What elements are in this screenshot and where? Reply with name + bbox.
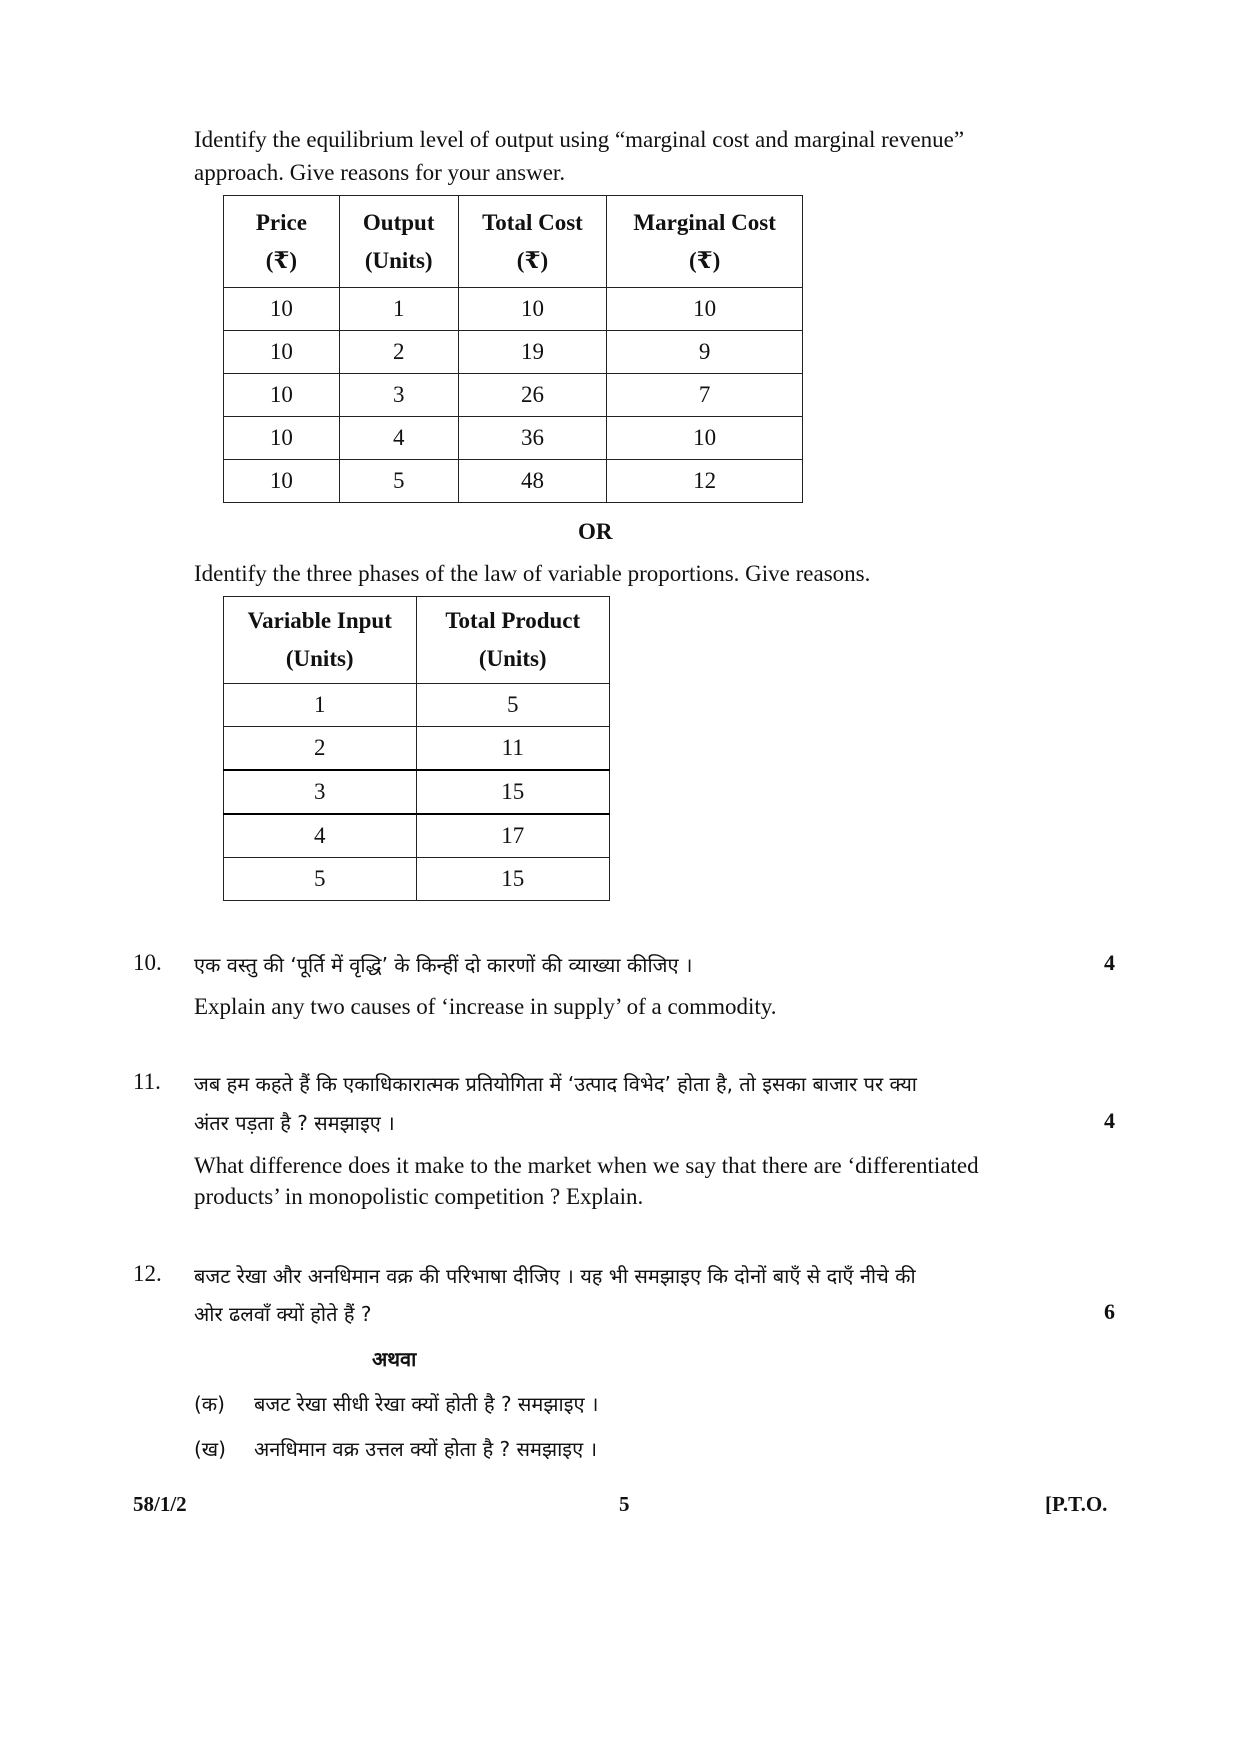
q12-sub-b-label: (ख) [194,1437,226,1461]
q12-hindi-line2: ओर ढलवाँ क्यों होते हैं ? [194,1302,372,1326]
or-label: OR [578,519,613,544]
q9-intro-line1: Identify the equilibrium level of output using “marginal cost and marginal revenue” [194,127,965,152]
q11-english-line2: products’ in monopolistic competition ? Explain. [194,1184,644,1209]
cell: 10 [224,374,340,417]
cell: 5 [224,858,417,901]
table-row [224,331,803,374]
table-row [224,814,610,858]
header-price: Price (₹) [224,196,340,288]
cell: 4 [339,417,458,460]
cell: 15 [416,770,610,814]
cell: 4 [224,814,417,858]
q12-sub-a-text: बजट रेखा सीधी रेखा क्यों होती है ? समझाइए । [254,1392,599,1416]
table-header-row [224,196,803,288]
cell: 19 [458,331,607,374]
cell: 10 [224,331,340,374]
cell: 2 [224,727,417,771]
header-total-cost: Total Cost (₹) [458,196,607,288]
cell: 12 [607,460,803,503]
cell: 7 [607,374,803,417]
q11-hindi-line1: जब हम कहते हैं कि एकाधिकारात्मक प्रतियोगिता में ‘उत्पाद विभेद’ होता है, तो इसका बाजार पर क्या [194,1072,917,1096]
cell: 3 [339,374,458,417]
q10-marks: 4 [1104,950,1115,975]
cell: 3 [224,770,417,814]
cell: 10 [224,288,340,331]
header-marginal-cost: Marginal Cost (₹) [607,196,803,288]
table-row [224,770,610,814]
table-row [224,684,610,727]
table-row [224,858,610,901]
cell: 10 [607,417,803,460]
page-number: 5 [619,1492,630,1516]
q12-marks: 6 [1104,1299,1115,1324]
cell: 11 [416,727,610,771]
q9-intro-line2: approach. Give reasons for your answer. [194,160,566,185]
cell: 48 [458,460,607,503]
header-output: Output (Units) [339,196,458,288]
cell: 36 [458,417,607,460]
cell: 10 [607,288,803,331]
cell: 10 [224,417,340,460]
q12-hindi-line1: बजट रेखा और अनधिमान वक्र की परिभाषा दीजिए । यह भी समझाइए कि दोनों बाएँ से दाएँ नीचे की [194,1264,916,1288]
table-row [224,460,803,503]
cell: 9 [607,331,803,374]
q12-sub-a-label: (क) [194,1392,225,1416]
cost-table [223,195,803,503]
pto-label: [P.T.O. [1045,1492,1108,1516]
q12-or-label: अथवा [372,1347,417,1371]
table-header-row [224,597,610,684]
q12-number: 12. [133,1261,162,1286]
q10-english: Explain any two causes of ‘increase in supply’ of a commodity. [194,994,777,1019]
cell: 5 [416,684,610,727]
cell: 17 [416,814,610,858]
cell: 5 [339,460,458,503]
cell: 15 [416,858,610,901]
q11-english-line1: What difference does it make to the market when we say that there are ‘differentiated [194,1153,979,1178]
q10-number: 10. [133,950,162,975]
cell: 2 [339,331,458,374]
cell: 26 [458,374,607,417]
table-row [224,727,610,771]
table-row [224,374,803,417]
q9-alt-text: Identify the three phases of the law of variable proportions. Give reasons. [194,561,871,586]
cell: 10 [458,288,607,331]
table-row [224,417,803,460]
q10-hindi: एक वस्तु की ‘पूर्ति में वृद्धि’ के किन्हीं दो कारणों की व्याख्या कीजिए । [194,953,693,977]
header-total-product: Total Product (Units) [416,597,610,684]
q11-hindi-line2: अंतर पड़ता है ? समझाइए । [194,1111,395,1135]
header-variable-input: Variable Input (Units) [224,597,417,684]
q12-sub-b-text: अनधिमान वक्र उत्तल क्यों होता है ? समझाइए । [254,1437,598,1461]
cell: 1 [339,288,458,331]
cell: 10 [224,460,340,503]
cell: 1 [224,684,417,727]
q11-number: 11. [133,1069,161,1094]
production-table [223,596,610,901]
table-row [224,288,803,331]
q11-marks: 4 [1104,1108,1115,1133]
paper-code: 58/1/2 [133,1492,187,1516]
